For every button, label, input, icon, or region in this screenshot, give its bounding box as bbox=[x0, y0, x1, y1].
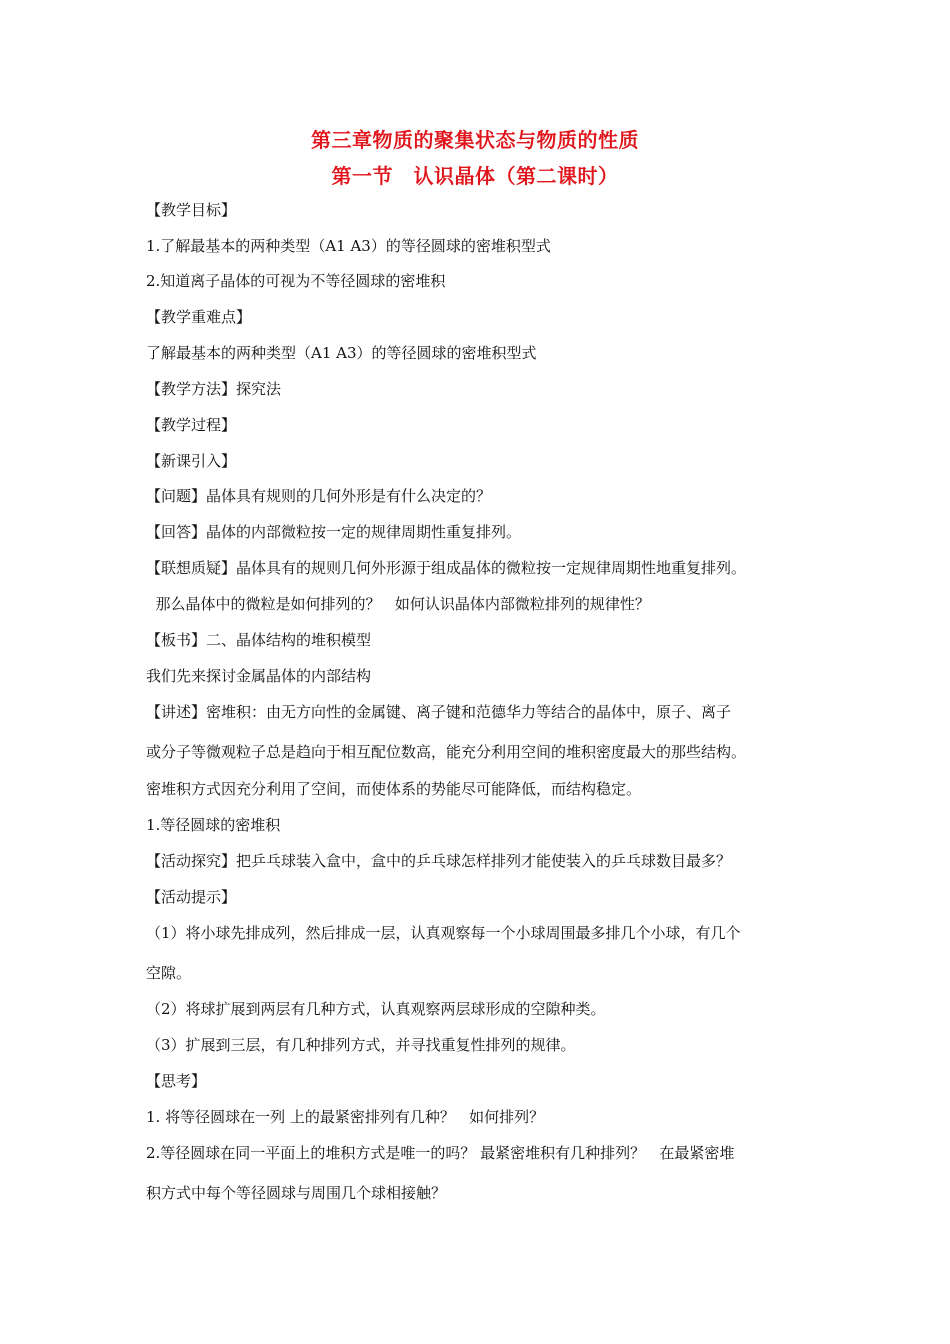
key-point-text: 了解最基本的两种类型（A1 A3）的等径圆球的密堆积型式 bbox=[146, 344, 537, 362]
heading-new-lesson: 【新课引入】 bbox=[146, 452, 237, 470]
hint-2: （2）将球扩展到两层有几种方式，认真观察两层球形成的空隙种类。 bbox=[146, 1000, 606, 1018]
lecture-line-1: 【讲述】密堆积：由无方向性的金属键、离子键和范德华力等结合的晶体中，原子、离子 bbox=[146, 703, 732, 721]
hint-1-line-2: 空隙。 bbox=[146, 964, 192, 982]
answer-text: 【回答】晶体的内部微粒按一定的规律周期性重复排列。 bbox=[146, 523, 522, 541]
chapter-title: 第三章物质的聚集状态与物质的性质 bbox=[311, 128, 639, 152]
heading-teaching-goals: 【教学目标】 bbox=[146, 201, 237, 219]
heading-key-points: 【教学重难点】 bbox=[146, 308, 252, 326]
section-title: 第一节 认识晶体（第二课时） bbox=[331, 164, 619, 188]
teaching-method: 【教学方法】探究法 bbox=[146, 380, 282, 398]
association-question: 【联想质疑】晶体具有的规则几何外形源于组成晶体的微粒按一定规律周期性地重复排列。 bbox=[146, 559, 747, 577]
hint-1-line-1: （1）将小球先排成列，然后排成一层，认真观察每一个小球周围最多排几个小球，有几个 bbox=[146, 924, 741, 942]
thinking-item-2-line-2: 积方式中每个等径圆球与周围几个球相接触？ bbox=[146, 1184, 447, 1202]
heading-teaching-process: 【教学过程】 bbox=[146, 416, 237, 434]
subheading-equal-spheres: 1.等径圆球的密堆积 bbox=[146, 816, 281, 834]
lecture-line-3: 密堆积方式因充分利用了空间，而使体系的势能尽可能降低，而结构稳定。 bbox=[146, 780, 642, 798]
thinking-item-1: 1. 将等径圆球在一列 上的最紧密排列有几种？ 如何排列？ bbox=[146, 1108, 545, 1126]
activity-explore: 【活动探究】把乒乓球装入盒中，盒中的乒乓球怎样排列才能使装入的乒乓球数目最多？ bbox=[146, 852, 732, 870]
goal-item-2: 2.知道离子晶体的可视为不等径圆球的密堆积 bbox=[146, 272, 446, 290]
goal-item-1: 1.了解最基本的两种类型（A1 A3）的等径圆球的密堆积型式 bbox=[146, 237, 551, 255]
lecture-line-2: 或分子等微观粒子总是趋向于相互配位数高，能充分利用空间的堆积密度最大的那些结构。 bbox=[146, 743, 747, 761]
intro-metal-crystal: 我们先来探讨金属晶体的内部结构 bbox=[146, 667, 372, 685]
association-question-cont: 那么晶体中的微粒是如何排列的？ 如何认识晶体内部微粒排列的规律性？ bbox=[146, 595, 650, 613]
hint-3: （3）扩展到三层，有几种排列方式，并寻找重复性排列的规律。 bbox=[146, 1036, 576, 1054]
question-text: 【问题】晶体具有规则的几何外形是有什么决定的？ bbox=[146, 487, 492, 505]
heading-thinking: 【思考】 bbox=[146, 1072, 207, 1090]
board-writing: 【板书】二、晶体结构的堆积模型 bbox=[146, 631, 372, 649]
heading-activity-hints: 【活动提示】 bbox=[146, 888, 237, 906]
thinking-item-2-line-1: 2.等径圆球在同一平面上的堆积方式是唯一的吗？ 最紧密堆积有几种排列？ 在最紧密堆 bbox=[146, 1144, 735, 1162]
